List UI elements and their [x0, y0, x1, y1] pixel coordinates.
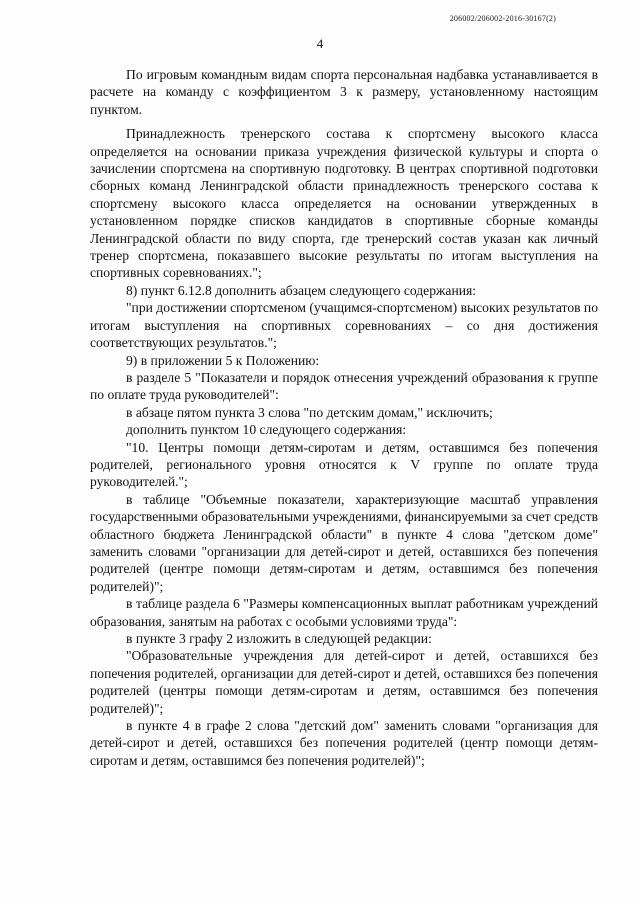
paragraph: в пункте 4 в графе 2 слова "детский дом" заменить словами "организация для детей-сирот и детей, оставшихся без попечения родителей (центр помощи детям-сиротам и детям, оставшимся без попечения родителей)"; [90, 718, 598, 768]
paragraph: 8) пункт 6.12.8 дополнить абзацем следующего содержания: [126, 282, 477, 298]
paragraph: По игровым командным видам спорта персональная надбавка устанавливается в расчете на команду с коэффициентом 3 к размеру, установленному настоящим пунктом. [90, 67, 598, 117]
paragraph: в абзаце пятом пункта 3 слова "по детским домам," исключить; [126, 404, 493, 420]
paragraph: в разделе 5 "Показатели и порядок отнесения учреждений образования к группе по оплате труда руководителей": [90, 369, 598, 403]
paragraph: 9) в приложении 5 к Положению: [126, 352, 320, 368]
document-id: 206002/206002-2016-30167(2) [449, 14, 556, 23]
paragraph: "при достижении спортсменом (учащимся-спортсменом) высоких результатов по итогам выступления на спортивных соревнованиях – со дня достижения соответствующих результатов."; [90, 300, 599, 351]
page-number: 4 [316, 36, 324, 51]
paragraph: в пункте 3 графу 2 изложить в следующей редакции: [126, 631, 432, 646]
paragraph: "10. Центры помощи детям-сиротам и детям, оставшимся без попечения родителей, регионального уровня относятся к V группе по оплате труда руководителей."; [90, 439, 598, 490]
paragraph: в таблице раздела 6 "Размеры компенсационных выплат работникам учреждений образования, занятым на работах с особыми условиями труда": [90, 596, 598, 629]
paragraph: дополнить пунктом 10 следующего содержания: [126, 422, 407, 438]
paragraph: в таблице "Объемные показатели, характеризующие масштаб управления государственными образовательными учреждениями, финансируемыми за счет средств областного бюджета Ленинградской области" в пункте 4 слова "детском доме" заменить словами "организации для детей-сирот и детей, оставшихся без попечения родителей (центре помощи детям-сиротам и детям, оставшимся без попечения родителей)"; [90, 491, 598, 594]
document-body [90, 66, 598, 769]
paragraph: Принадлежность тренерского состава к спортсмену высокого класса определяется на основании приказа учреждения физической культуры и спорта о зачислении спортсмена на спортивную подготовку. В центрах спортивной подготовки сборных команд Ленинградской области принадлежность тренерского состава к спортсмену высокого класса определяется на основании утвержденных в установленном порядке списков кандидатов в спортивные сборные команды Ленинградской области по виду спорта, где тренерский состав указан как личный тренер спортсмена, показавшего высокие результаты по итогам выступления на спортивных соревнованиях."; [90, 126, 598, 281]
paragraph: "Образовательные учреждения для детей-сирот и детей, оставшихся без попечения родителей, организации для детей-сирот и детей, оставшихся без попечения родителей (центры помощи детям-сиротам и детям, оставшимся без попечения родителей)"; [90, 648, 598, 716]
